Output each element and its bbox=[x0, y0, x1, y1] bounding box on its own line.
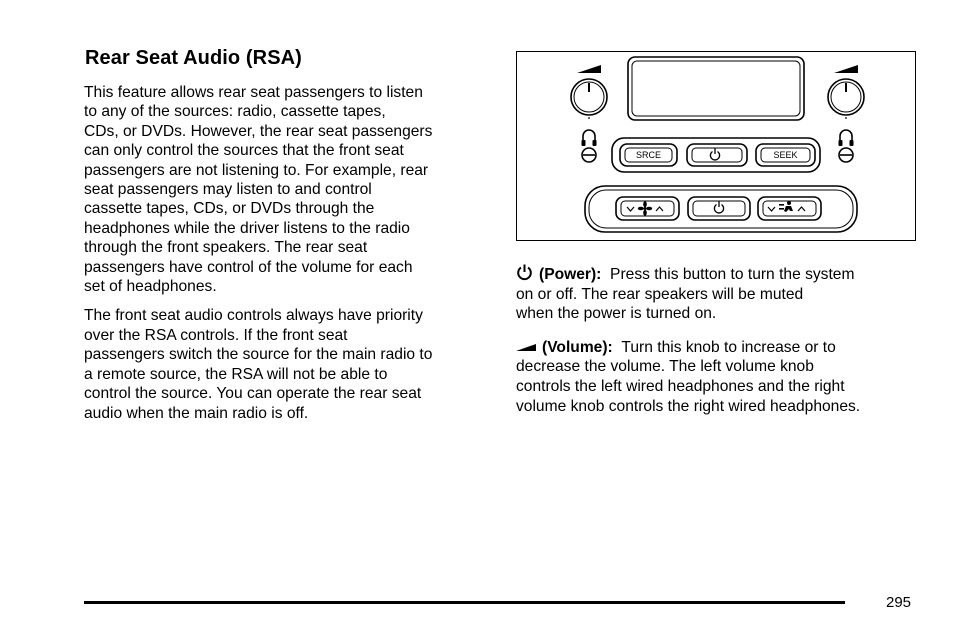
volume-text-line: Turn this knob to increase or to bbox=[621, 338, 836, 356]
source-button-label: SRCE bbox=[635, 150, 662, 160]
chevron-down-icon bbox=[627, 207, 634, 211]
text-line: decrease the volume. The left volume knob bbox=[516, 358, 814, 376]
text-line: CDs, or DVDs. However, the rear seat passengers bbox=[84, 122, 433, 140]
text-line: on or off. The rear speakers will be muted bbox=[516, 285, 804, 303]
fan-icon bbox=[638, 201, 652, 215]
display-screen-inner bbox=[632, 61, 800, 116]
power-icon bbox=[516, 264, 533, 281]
chevron-up-icon bbox=[656, 207, 663, 211]
left-column bbox=[84, 83, 494, 433]
power-term: (Power): bbox=[539, 266, 602, 283]
volume-description bbox=[516, 338, 921, 416]
power-description bbox=[516, 264, 921, 324]
text-line: seat passengers may listen to and control bbox=[84, 181, 372, 199]
chevron-up-icon bbox=[798, 207, 805, 211]
text-line: set of headphones. bbox=[84, 278, 217, 296]
footer-rule bbox=[84, 601, 845, 604]
text-line bbox=[516, 338, 921, 358]
intro-paragraph bbox=[84, 83, 494, 296]
display-screen bbox=[628, 57, 804, 120]
chevron-down-icon bbox=[768, 207, 775, 211]
text-line: control the source. You can operate the rear seat bbox=[84, 385, 422, 403]
volume-wedge-icon bbox=[577, 65, 601, 73]
rsa-panel-drawing bbox=[517, 52, 917, 242]
text-line: over the RSA controls. If the front seat bbox=[84, 326, 348, 344]
text-line: passengers have control of the volume for each bbox=[84, 258, 413, 276]
page-title: Rear Seat Audio (RSA) bbox=[85, 47, 302, 69]
text-line: passengers switch the source for the main radio to bbox=[84, 346, 433, 364]
text-line: controls the left wired headphones and the right bbox=[516, 377, 845, 395]
text-line bbox=[516, 264, 921, 285]
priority-paragraph bbox=[84, 306, 494, 422]
seek-button-label: SEEK bbox=[773, 150, 798, 160]
text-line: cassette tapes, CDs, or DVDs through the bbox=[84, 200, 375, 218]
text-line: headphones while the driver listens to the radio bbox=[84, 219, 410, 237]
power-text-line: Press this button to turn the system bbox=[610, 266, 855, 283]
text-line: a remote source, the RSA will not be able to bbox=[84, 365, 388, 383]
power-button bbox=[687, 144, 747, 166]
text-line: can only control the sources that the front seat bbox=[84, 142, 404, 160]
text-line: volume knob controls the right wired headphones. bbox=[516, 397, 861, 415]
text-line: when the power is turned on. bbox=[516, 305, 717, 323]
text-line: through the front speakers. The rear seat bbox=[84, 239, 368, 257]
text-line: audio when the main radio is off. bbox=[84, 404, 309, 422]
text-line: to any of the sources: radio, cassette tapes, bbox=[84, 103, 386, 121]
volume-wedge-icon bbox=[834, 65, 858, 73]
climate-power-button bbox=[688, 197, 750, 220]
page-number: 295 bbox=[886, 594, 912, 611]
volume-term: (Volume): bbox=[542, 338, 613, 356]
volume-wedge-icon bbox=[516, 342, 536, 354]
rsa-control-panel-illustration bbox=[516, 51, 916, 241]
text-line: The front seat audio controls always have priority bbox=[84, 307, 423, 325]
right-column bbox=[516, 264, 921, 430]
air-flow-icon bbox=[779, 201, 793, 212]
text-line: This feature allows rear seat passengers to listen bbox=[84, 84, 423, 101]
text-line: passengers are not listening to. For example, rear bbox=[84, 161, 429, 179]
